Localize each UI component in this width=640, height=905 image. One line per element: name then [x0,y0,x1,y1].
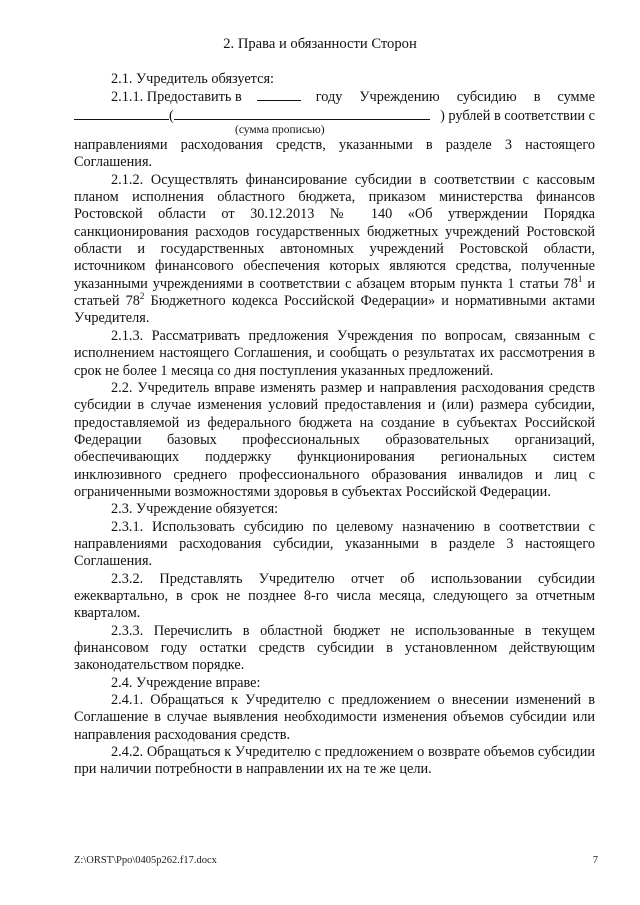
clause-2-3-3: 2.3.3. Перечислить в областной бюджет не использованные в текущем финансовом году остатки средств субсидии в установленном действующим законодательством порядке. [74,622,595,674]
amount-in-words-blank-field [174,107,430,120]
clause-2-1-1-close: ) рублей в соответствии с [440,107,595,124]
clause-2-1-2-text-a: 2.1.2. Осуществлять финансирование субсидии в соответствии с кассовым планом исполнения областного бюджета, приказом министерства финансов Ростовской области от 30.12.2013 № 140 «Об утверждении Порядка санкционирования расходов государственных бюджетных учреждений Ростовской области и государственных автономных учреждений Ростовской области, источником финансового обеспечения которых являются средства, полученные указанными учреждениями в соответствии с абзацем вторым пункта 1 статьи 78 [74,171,595,292]
page-footer [74,855,598,867]
clause-2-3-1: 2.3.1. Использовать субсидию по целевому назначению в соответствии с направлениями расходования субсидии, указанными в разделе 3 настоящего Соглашения. [74,518,595,570]
open-paren: ( [169,107,174,124]
clause-2-1-1-end: направлениями расходования средств, указанными в разделе 3 настоящего Соглашения. [74,137,595,171]
clause-2-1: 2.1. Учредитель обязуется: [111,71,274,87]
clause-2-1-1-mid: году Учреждению субсидию в сумме [315,89,595,106]
amount-in-words-caption: (сумма прописью) [235,124,325,137]
clause-2-3: 2.3. Учреждение обязуется: [111,501,279,518]
clause-2-1-2-text-c: Бюджетного кодекса Российской Федерации» и нормативными актами Учредителя. [74,293,595,327]
year-blank-field [257,88,301,101]
clause-2-2: 2.2. Учредитель вправе изменять размер и направления расходования средств субсидии в случае изменения условий предоставления и (или) размера субсидии, предоставляемой из федерального бюджета на создание в субъектах Российской Федерации базовых профессиональных образовательных организаций, обеспечивающих поддержку функционирования региональных систем инклюзивного среднего профессионального образования инвалидов и лиц с ограниченными возможностями здоровья в субъектах Российской Федерации. [74,379,595,500]
clause-2-4-1: 2.4.1. Обращаться к Учредителю с предложением о внесении изменений в Соглашение в случае выявления необходимости изменения объемов субсидии или направления расходования средств. [74,692,595,743]
file-path: Z:\ORST\Ppo\0405p262.f17.docx [74,855,217,866]
document-body [74,71,595,779]
clause-2-1-1-start: 2.1.1. Предоставить в [111,89,242,106]
superscript-2: 2 [139,291,145,302]
clause-2-1-3: 2.1.3. Рассматривать предложения Учреждения по вопросам, связанным с исполнением настоящего Соглашения, и сообщать о результатах их рассмотрения в срок не более 1 месяца со дня поступления указанных предложений. [74,327,595,379]
clause-2-1-2-text-b: и статьей 78 [74,275,595,310]
section-heading: 2. Права и обязанности Сторон [223,36,417,52]
clause-2-1-2 [74,172,595,328]
clause-2-3-2: 2.3.2. Представлять Учредителю отчет об использовании субсидии ежеквартально, в срок не позднее 8-го числа месяца, следующего за отчетным кварталом. [74,570,595,622]
amount-blank-field [74,107,169,120]
clause-2-4-2: 2.4.2. Обращаться к Учредителю с предложением о возврате объемов субсидии при наличии потребности в направлении их на те же цели. [74,744,595,778]
superscript-1: 1 [577,273,583,284]
clause-2-1-1-line-1 [74,88,595,106]
clause-2-4: 2.4. Учреждение вправе: [111,674,261,691]
page-number: 7 [592,855,598,866]
